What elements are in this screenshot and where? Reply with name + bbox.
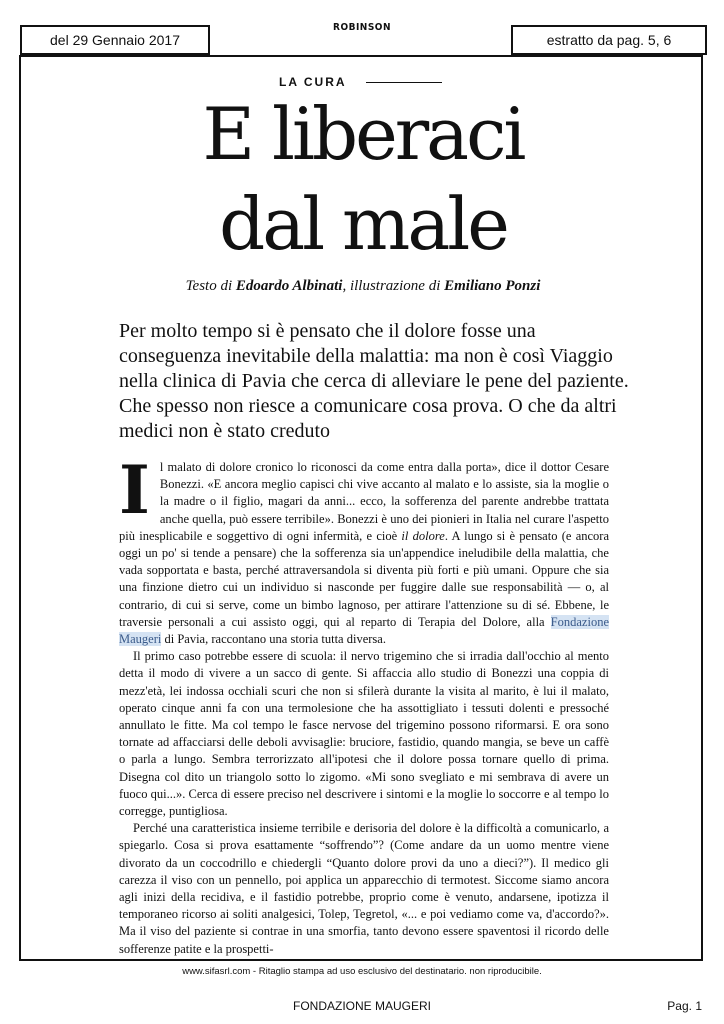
title-line-2: dal male <box>219 182 507 266</box>
byline-illustrator: Emiliano Ponzi <box>444 278 541 294</box>
paragraph-3: Perché una caratteristica insieme terribile e derisoria del dolore è la difficoltà a comunicarlo, a spiegarlo. Cosa si prova esattamente “soffrendo”? (Come andare da un uomo mentre viene divorato da un coccodrillo e chiedergli “Quanto dolore provi da uno a dieci?”). Il medico gli carezza il viso con un pennello, poi applica un apparecchio di termotest. Siccome siamo ancora agli inizi della recidiva, e il fastidio potrebbe, proprio come è venuto, andarsene, ipotizza il temporaneo ricorso ai soliti analgesici, Tolep, Tegretol, «... e poi vediamo come va, d'accordo?». Ma il viso del paziente si contrae in una smorfia, tanto devono essere spaventosi il ricordo delle sofferenze patite e la prospetti- <box>119 821 609 956</box>
p1-part-a: l malato di dolore cronico lo riconosci da come entra dalla porta», dice il dottor Cesare Bonezzi. «E ancora meglio capisci chi vive accanto al malato e lo assiste, sia la moglie o la madre o il figlio, magari da anni... ecco, la sofferenza del parente andrebbe trattata anche quella, può essere terribile». Bonezzi è uno dei pionieri in Italia nel curare l'aspetto più inesplicabile e soggettivo di ogni infermità, e cioè <box>119 460 609 543</box>
footer-note: www.sifasrl.com - Ritaglio stampa ad uso esclusivo del destinatario. non riproducibile. <box>182 966 542 977</box>
kicker: LA CURA <box>279 75 347 89</box>
drop-cap: I <box>119 451 150 529</box>
extract-text: estratto da pag. 5, 6 <box>546 32 672 48</box>
kicker-rule <box>366 82 442 83</box>
title-line-1: E liberaci <box>202 92 524 176</box>
paragraph-1 <box>119 451 609 648</box>
highlight-fondazione-maugeri[interactable]: Fondazione Maugeri <box>119 614 609 647</box>
p1-emphasis: il dolore <box>401 528 445 543</box>
byline-middle: , illustrazione di <box>342 278 445 294</box>
p1-part-c: di Pavia, raccontano una storia tutta diversa. <box>161 632 386 647</box>
footer-source: FONDAZIONE MAUGERI <box>292 999 431 1013</box>
paragraph-2: Il primo caso potrebbe essere di scuola: il nervo trigemino che si irradia dall'occhio al mento detta il modo di vivere a un sacco di gente. Si affaccia allo studio di Bonezzi una coppia di mezz'età, lei indossa occhiali scuri che non si sfilerà durante la visita al marito, è lui il malato, operato cinque anni fa con una termolesione che ha assottigliato i tessuti dolenti e pressoché annullato le fitte. Ma col tempo le fasce nervose del trigemino possono riformarsi. E ora sono tornate ad affacciarsi delle deboli avvisaglie: bruciore, fastidio, quando mangia, se beve un caffè o parla a lungo. Sembra terrorizzato all'ipotesi che il dolore possa tornare quello di prima. Disegna col dito un triangolo sotto lo zigomo. «Mi sono svegliato e mi sembrava di avere un fuoco qui...». Cerca di essere preciso nel descrivere i sintomi e la moglie lo soccorre e al tempo lo corregge, puntigliosa. <box>119 649 609 819</box>
byline <box>21 278 703 295</box>
date-text: del 29 Gennaio 2017 <box>50 32 180 48</box>
article-body <box>119 451 609 958</box>
article-title <box>21 89 703 269</box>
byline-prefix: Testo di <box>185 278 236 294</box>
section-label: ROBINSON <box>333 22 391 33</box>
article-frame <box>19 55 703 961</box>
byline-author: Edoardo Albinati <box>235 278 343 294</box>
page-number: Pag. 1 <box>667 999 702 1013</box>
p1-part-b: . A lungo si è pensato (e ancora oggi un po' si tende a pensare) che la sofferenza sia un'appendice ineludibile della malattia, che vada sopportata e basta, perché attraversandola si diventa più forti e più umani. Oppure che sia una finzione dietro cui un individuo si nasconde per fuggire dalle sue responsabilità — o, al contrario, di cui si serve, come un bimbo lagnoso, per attirare l'attenzione su di sé. Ebbene, le traversie personali a cui assisto oggi, qui al reparto di Terapia del Dolore, alla <box>119 528 609 629</box>
extract-box <box>511 25 707 55</box>
standfirst: Per molto tempo si è pensato che il dolore fosse una conseguenza inevitabile della malattia: ma non è così Viaggio nella clinica di Pavia che cerca di alleviare le pene del paziente. Che spesso non riesce a comunicare cosa prova. O che da altri medici non è stato creduto <box>119 320 629 442</box>
